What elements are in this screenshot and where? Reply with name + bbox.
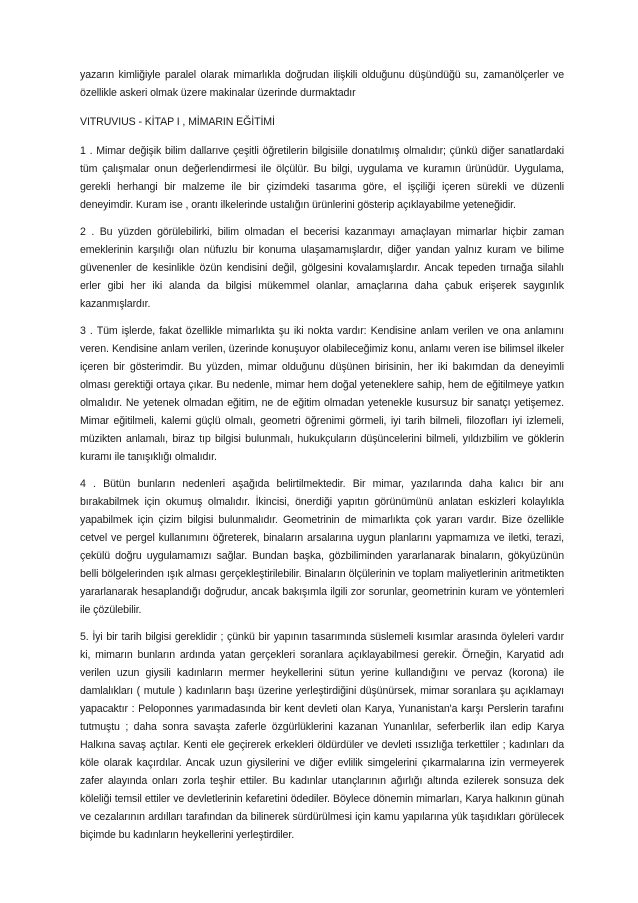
paragraph-3: 3 . Tüm işlerde, fakat özellikle mimarlıkta şu iki nokta vardır: Kendisine anlam verilen ve ona anlamını veren. Kendisine anlam verilen, üzerinde konuşuyor olabileceğimiz konu, anlamı veren ise bilimsel ilkeler içeren bir gösterimdir. Bu yüzden, mimar olduğunu düşünen birisinin, her iki bakımdan da deneyimli olması gerektiği ortaya çıkar. Bu nedenle, mimar hem doğal yeteneklere sahip, hem de eğitilmeye yatkın olmalıdır. Ne yetenek olmadan eğitim, ne de eğitim olmadan yetenekle kusursuz bir sanatçı yetişemez. Mimar eğitilmeli, kalemi güçlü olmalı, geometri öğrenimi görmeli, iyi tarih bilmeli, filozofları iyi izlemeli, müzikten anlamalı, biraz tıp bilgisi bulunmalı, hukukçuların düşüncelerini bilmeli, yıldızbilim ve göklerin kuramı ile tanışıklığı olmalıdır. [80,325,564,463]
document-page [80,66,564,853]
paragraph-2: 2 . Bu yüzden görülebilirki, bilim olmadan el becerisi kazanmayı amaçlayan mimarlar hiçbir zaman emeklerinin karşılığı olan nüfuzlu bir konuma ulaşamamışlardır, diğer yandan yalnız kuram ve bilime güvenenler de kesinlikle özün kendisini değil, gölgesini kovalamışlardır. Ancak tepeden tırnağa silahlı erler gibi her iki alanda da bilgisi mükemmel olanlar, amaçlarına daha çabuk erişerek saygınlık kazanmışlardır. [80,226,564,310]
section-heading: VITRUVIUS - KİTAP I , MİMARIN EĞİTİMİ [80,116,275,128]
paragraph-5: 5. İyi bir tarih bilgisi gereklidir ; çünkü bir yapının tasarımında süslemeli kısımlar arasında öyleleri vardır ki, mimarın bunların ardında yatan gerçekleri soranlara açıklayabilmesi gerekir. Örneğin, Karyatid adı verilen uzun giysili kadınların mermer heykellerini sütun yerine kullandığını ve pervaz (korona) ile damlalıkları ( mutule ) kadınların başı üzerine yerleştirdiğini düşünürsek, mimar soranlara şu açıklamayı yapacaktır : Peloponnes yarımadasında bir kent devleti olan Karya, Yunanistan'a karşı Perslerin tarafını tutmuştu ; daha sonra savaşta zaferle özgürlüklerini kazanan Yunanlılar, seferberlik ilan edip Karya Halkına savaş açtılar. Kenti ele geçirerek erkekleri öldürdüler ve devleti ıssızlığa terkettiler ; kadınları da köle olarak kaçırdılar. Ancak uzun giysilerini ve diğer evlilik simgelerini çıkarmalarına izin vermeyerek zafer alayında onları zorla teşhir ettiler. Bu kadınlar utançlarının ağırlığı altında ezilerek sonsuza dek köleliği temsil ettiler ve devletlerinin kefaretini ödediler. Böylece dönemin mimarları, Karya halkının günah ve cezalarının ardılları tarafından da bilinerek sürdürülmesi için kamu yapılarına yük taşıdıkları görülecek biçimde bu kadınların heykellerini yerleştirdiler. [80,631,564,841]
intro-paragraph: yazarın kimliğiyle paralel olarak mimarlıkla doğrudan ilişkili olduğunu düşündüğü su, zamanölçerler ve özellikle askeri olmak üzere makinalar üzerinde durmaktadır [80,69,564,99]
paragraph-1: 1 . Mimar değişik bilim dallarıve çeşitli öğretilerin bilgisiile donatılmış olmalıdır; çünkü diğer sanatlardaki tüm çalışmalar onun değerlendirmesi ile ölçülür. Bu bilgi, uygulama ve kuramın ürünüdür. Uygulama, gerekli herhangi bir malzeme ile bir çizimdeki tasarıma göre, el işçiliği içeren sürekli ve düzenli deneyimdir. Kuram ise , orantı ilkelerinde ustalığın ürünlerini gösterip açıklayabilme yeteneğidir. [80,145,564,211]
paragraph-4: 4 . Bütün bunların nedenleri aşağıda belirtilmektedir. Bir mimar, yazılarında daha kalıcı bir anı bırakabilmek için okumuş olmalıdır. İkincisi, önerdiği yapıtın görünümünü anlatan eskizleri kolaylıkla yapabilmek için çizim bilgisi bulunmalıdır. Geometrinin de mimarlıkta çok yararı vardır. Bize özellikle cetvel ve pergel kullanımını öğreterek, binaların arsalarına uygun planlarını yapmamıza ve iletki, terazi, çekülü doğru uygulamamızı sağlar. Bundan başka, gözbiliminden yararlanarak binaların, gökyüzünün belli bölgelerinden ışık alması gerçekleştirilebilir. Binaların ölçülerinin ve toplam maliyetlerinin aritmetikten yararlanarak hesaplandığı doğrudur, ancak bakışımla ilgili zor sorunlar, geometrinin kuram ve yöntemleri ile çözülebilir. [80,478,564,616]
